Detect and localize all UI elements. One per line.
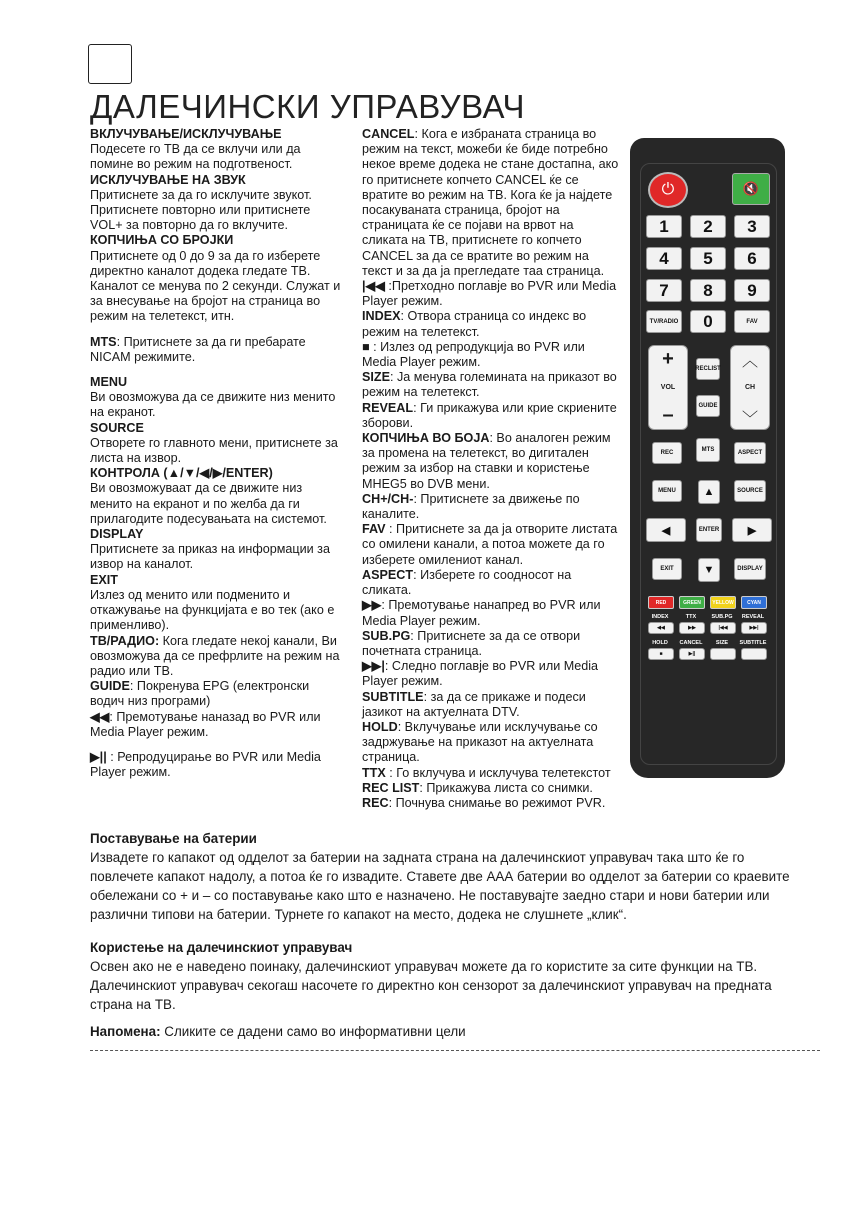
entry-heading: ■ [362, 339, 370, 354]
entry-heading: FAV [362, 522, 386, 537]
entry-text: Кога гледате некој канали, Ви овозможува да се префрлите на режим на радио или ТВ. [90, 633, 340, 678]
entry-heading: ▶▶| [362, 659, 385, 674]
color-button: GREEN [679, 596, 705, 609]
entry [90, 466, 345, 527]
entry-heading: CH+/CH- [362, 491, 414, 506]
entry-text: : Притиснете за да се отвори почетната страница. [362, 628, 581, 658]
entry [362, 568, 620, 598]
entry-heading: ИСКЛУЧУВАЊЕ НА ЗВУК [90, 172, 246, 187]
volume-rocker [648, 345, 688, 430]
entry-text: : Ја менува големината на приказот во режим на телетекст. [362, 370, 617, 400]
entry [90, 634, 345, 680]
column-left [90, 127, 345, 780]
entry-text: Ви овозможуваат да се движите низ менито на екранот и по желба да ги прилагодите подесувањата на системот. [90, 481, 327, 526]
number-button: 8 [690, 279, 726, 302]
number-button: 2 [690, 215, 726, 238]
batteries-text: Извадете го капакот од одделот за батерии на задната страна на далечинскиот управувач така што ќе го повлечете капакот надолу, а потоа ќе го извадите. Ставете две ААА батерии во одделот за батерии со краевите обележани со + и – со поставување како што е назначено. Не поставувајте заедно стари и нови батерии или различни типови на батерии. Турнете го капакот на место, додека не слушнете „клик“. [90, 850, 790, 922]
aspect-button: ASPECT [734, 442, 766, 464]
entry-heading: HOLD [362, 719, 398, 734]
tvradio-button: TV/RADIO [646, 310, 682, 333]
entry-heading: SUBTITLE [362, 689, 424, 704]
entry-heading: MENU [90, 375, 128, 390]
arrow-up-icon: ▲ [698, 480, 720, 504]
arrow-left-icon: ◀ [646, 518, 686, 542]
function-button-icon: ▶|| [679, 648, 705, 660]
entry [90, 573, 345, 634]
number-button: 1 [646, 215, 682, 238]
batteries-heading: Поставување на батерии [90, 831, 257, 846]
entry-text: : Излез од репродукција во PVR или Media Player режим. [362, 339, 585, 370]
entry-text: : Го вклучува и исклучува телетекстот [385, 765, 611, 780]
function-label: TTX [685, 614, 697, 620]
entry-heading: TTX [362, 765, 386, 780]
entry-heading: MTS [90, 334, 117, 349]
entry [362, 370, 620, 400]
display-button: DISPLAY [734, 558, 766, 580]
entry-heading: |◀◀ [362, 279, 385, 294]
entry [90, 173, 345, 234]
function-label: SIZE [715, 640, 729, 646]
page-number-box [88, 44, 132, 84]
number-button: 7 [646, 279, 682, 302]
entry-text: : Покренува EPG (електронски водич низ програми) [90, 679, 310, 709]
function-button-icon: |◀◀ [710, 622, 736, 634]
entry-heading: EXIT [90, 572, 118, 587]
entry-text: : Следно поглавје во PVR или Media Player режим. [362, 659, 599, 689]
entry-heading: GUIDE [90, 679, 130, 694]
entry [90, 710, 345, 740]
usage-section [90, 938, 790, 1014]
entry-heading: ▶▶ [362, 598, 382, 613]
guide-button: GUIDE [696, 395, 720, 417]
entry-heading: DISPLAY [90, 527, 144, 542]
entry-heading: ВКЛУЧУВАЊЕ/ИСКЛУЧУВАЊЕ [90, 127, 282, 141]
entry [90, 679, 345, 709]
entry [362, 431, 620, 492]
reclist-button: RECLIST [696, 358, 720, 380]
plus-icon: + [662, 348, 674, 370]
entry [362, 720, 620, 766]
function-button-icon: ▶▶ [679, 622, 705, 634]
number-button: 4 [646, 247, 682, 270]
batteries-section [90, 829, 790, 924]
vol-label: VOL [660, 384, 676, 391]
entry [362, 492, 620, 522]
entry [90, 233, 345, 324]
entry-text: : Ги прикажува или крие скриените зборови. [362, 400, 617, 430]
entry [362, 309, 620, 339]
entry [362, 279, 620, 309]
entry [362, 401, 620, 431]
rec-button: REC [652, 442, 682, 464]
entry [362, 659, 620, 689]
remote-control-image [630, 138, 785, 778]
arrow-down-icon: ▼ [698, 558, 720, 582]
entry-heading: REVEAL [362, 400, 414, 415]
entry-heading: REC [362, 795, 389, 810]
dashed-divider [90, 1050, 820, 1051]
entry-text: : Во аналоген режим за промена на телетекст, во дигитален режим за избор на ставки и користење MHEG5 во DVB мени. [362, 431, 611, 491]
entry-text: Притиснете од 0 до 9 за да го изберете директно каналот додека гледате ТВ. Каналот се менува по 2 секунди. Служат и за внесување на бројот на страница во режим на телетекст, итн. [90, 248, 341, 324]
entry-text: : Прикажува листа со снимки. [419, 780, 593, 795]
chevron-up-icon: ︿ [741, 353, 758, 370]
number-button: 6 [734, 247, 770, 270]
function-button-icon: ▶▶| [741, 622, 767, 634]
entry [90, 527, 345, 573]
entry-text: : Отвора страница со индекс во режим на телетекст. [362, 309, 587, 339]
entry [362, 598, 620, 628]
color-button: YELLOW [710, 596, 736, 609]
entry-heading: КОПЧИЊА ВО БОЈА [362, 431, 490, 446]
entry-text: : Почнува снимање во режимот PVR. [388, 795, 606, 810]
entry-heading: SOURCE [90, 420, 144, 435]
entry [362, 340, 620, 370]
exit-button: EXIT [652, 558, 682, 580]
entry-text: : Притиснете за движење по каналите. [362, 491, 580, 522]
source-button: SOURCE [734, 480, 766, 502]
entry-text: :Претходно поглавје во PVR или Media Player режим. [362, 279, 617, 309]
entry [90, 421, 345, 467]
entry-text: Притиснете за приказ на информации за извор на каналот. [90, 542, 330, 572]
function-label: HOLD [652, 640, 668, 646]
entry-heading: КОПЧИЊА СО БРОЈКИ [90, 233, 234, 248]
entry-text: : Премотување наназад во PVR или Media Player режим. [90, 709, 321, 739]
entry [362, 629, 620, 659]
entry [90, 375, 345, 421]
entry-heading: ТВ/РАДИО: [90, 633, 160, 648]
minus-icon: – [662, 404, 674, 426]
function-label: SUB.PG [711, 614, 733, 620]
entry [362, 522, 620, 568]
entry-text: : Вклучување или исклучување со задржување на приказот на актуелната страница. [362, 719, 598, 765]
usage-heading: Користење на далечинскиот управувач [90, 940, 353, 955]
entry-heading: REC LIST [362, 780, 420, 795]
entry-heading: INDEX [362, 309, 401, 324]
function-button-icon: ■ [648, 648, 674, 660]
number-button: 5 [690, 247, 726, 270]
entry-text: : Изберете го соодносот на сликата. [362, 567, 572, 598]
arrow-right-icon: ▶ [732, 518, 772, 542]
function-button-icon: ◀◀ [648, 622, 674, 634]
entry-heading: ◀◀ [90, 709, 110, 724]
entry-text: : Кога е избраната страница во режим на текст, можеби ќе биде потребно некое време додека не стане достапна, ако го притиснете копчето CANCEL ќе се вратите во режим на ТВ. Кога ќе ја најдете посакуваната страница, бројот на страницата ќе се појави на врвот на сликата на ТВ, притиснете го копчето CANCEL за да се вратите во режим на текст и за да ја прегледате таа страница. [362, 127, 619, 278]
entry-text: : Премотување нанапред во PVR или Media Player режим. [362, 598, 601, 628]
chevron-down-icon: ﹀ [741, 411, 758, 428]
zero-button: 0 [690, 310, 726, 333]
color-button: RED [648, 596, 674, 609]
entry [90, 335, 345, 365]
entry-heading: SUB.PG [362, 628, 411, 643]
entry [362, 690, 620, 720]
function-button-icon [741, 648, 767, 660]
entry-text: : Репродуцирање во PVR или Media Player режим. [90, 749, 321, 780]
entry [362, 796, 620, 811]
channel-rocker [730, 345, 770, 430]
function-button-icon [710, 648, 736, 660]
color-button: CYAN [741, 596, 767, 609]
entry-heading: ▶|| [90, 749, 107, 764]
entry-text: Ви овозможува да се движите низ менито на екранот. [90, 390, 336, 420]
entry [90, 127, 345, 173]
entry-text: Отворете го главното мени, притиснете за листа на извор. [90, 435, 338, 466]
ch-label: CH [744, 384, 756, 391]
page-title: ДАЛЕЧИНСКИ УПРАВУВАЧ [90, 88, 525, 125]
entry-text: Притиснете за да го исклучите звукот. Притиснете повторно или притиснете VOL+ за повторно да го вклучите. [90, 187, 312, 233]
entry-text: : Притиснете за да ги пребарате NICAM режимите. [90, 334, 306, 364]
entry-heading: ASPECT [362, 567, 414, 582]
entry-text: : за да се прикаже и подеси јазикот на актуелната DTV. [362, 689, 586, 719]
entry [362, 766, 620, 781]
power-icon: ⏻ [648, 172, 688, 208]
usage-text: Освен ако не е наведено поинаку, далечинскиот управувач можете да го користите за сите функции на ТВ. Далечинскиот управувач секогаш насочете го директно кон сензорот за далечинскиот управувач на предната страна на ТВ. [90, 959, 772, 1012]
function-label: REVEAL [741, 614, 765, 620]
function-label: INDEX [651, 614, 669, 620]
function-label: CANCEL [679, 640, 703, 646]
note [90, 1024, 466, 1039]
entry-text: Подесете го ТВ да се вклучи или да помине во режим на подготвеност. [90, 142, 301, 172]
entry-heading: КОНТРОЛА (▲/▼/◀/▶/ENTER) [90, 466, 273, 481]
enter-button: ENTER [696, 518, 722, 542]
entry-heading: CANCEL [362, 127, 415, 141]
entry [90, 750, 345, 780]
mute-icon: 🔇 [732, 173, 770, 205]
menu-button: MENU [652, 480, 682, 502]
entry [362, 127, 620, 279]
entry [362, 781, 620, 796]
mts-button: MTS [696, 438, 720, 462]
column-right [362, 127, 620, 811]
entry-text: Излез од менито или подменито и откажување на функцијата е во тек (ако е применливо). [90, 587, 335, 633]
note-text: Сликите се дадени само во информативни цели [160, 1024, 466, 1039]
entry-heading: SIZE [362, 370, 390, 385]
fav-button: FAV [734, 310, 770, 333]
note-label: Напомена: [90, 1024, 161, 1039]
entry-text: : Притиснете за да ја отворите листата со омилени канали, а потоа можете да го изберете омилениот канал. [362, 522, 618, 567]
number-button: 3 [734, 215, 770, 238]
function-label: SUBTITLE [739, 640, 767, 646]
number-button: 9 [734, 279, 770, 302]
